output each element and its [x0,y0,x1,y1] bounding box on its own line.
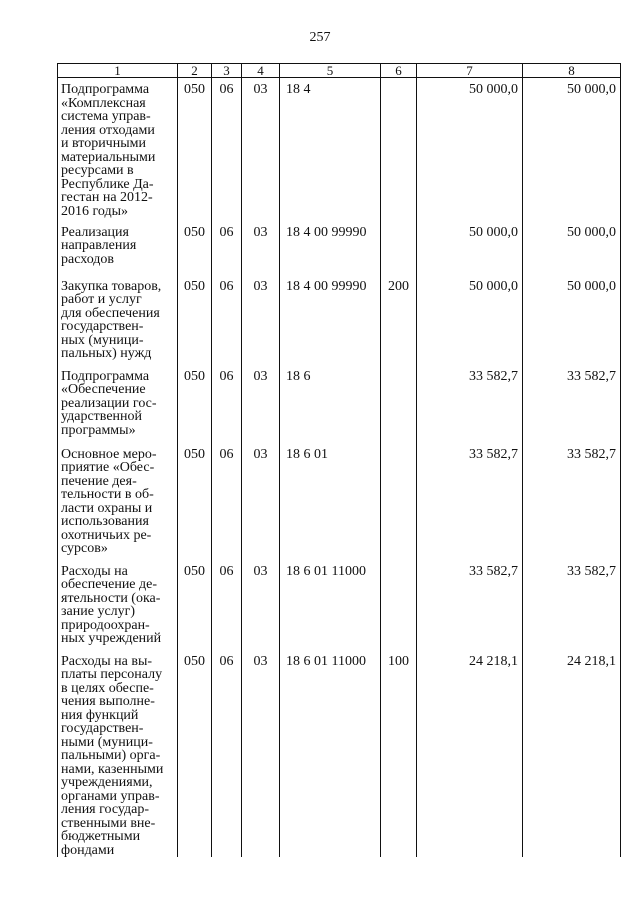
name-line: чения выполне- [61,694,155,709]
cell-amount-total: 50 000,0 [523,221,621,275]
cell-department: 050 [178,560,212,650]
name-line: приятие «Обес- [61,460,155,475]
cell-subsection: 03 [242,560,280,650]
name-line: Закупка товаров, [61,278,162,294]
cell-amount: 33 582,7 [417,365,523,443]
name-line: для обеспечения [61,305,160,321]
column-header: 3 [212,64,242,78]
cell-department: 050 [178,221,212,275]
cell-target-article: 18 6 01 11000 [280,560,381,650]
column-header: 1 [58,64,178,78]
name-line: и вторичными [61,136,146,151]
name-line: нами, казенными [61,761,164,777]
name-line: расходов [61,251,115,267]
cell-subsection: 03 [242,78,280,221]
cell-amount-total: 33 582,7 [523,560,621,650]
name-line: система управ- [61,109,151,124]
cell-amount: 50 000,0 [417,78,523,221]
cell-subsection: 03 [242,275,280,365]
cell-amount: 33 582,7 [417,443,523,560]
cell-name [58,78,178,221]
name-line: направления [61,238,137,253]
budget-table [57,63,621,857]
name-line: органами управ- [61,788,160,804]
cell-target-article: 18 4 00 99990 [280,221,381,275]
column-header: 7 [417,64,523,78]
name-line: в целях обеспе- [61,680,154,696]
table-row [58,275,621,365]
name-line: фондами [61,842,115,858]
cell-department: 050 [178,275,212,365]
name-line: ресурсами в [61,163,134,178]
name-line: пальных) нужд [61,346,152,361]
cell-amount-total: 50 000,0 [523,78,621,221]
name-line: Республике Да- [61,176,154,192]
cell-department: 050 [178,78,212,221]
cell-expense-type: 200 [381,275,417,365]
name-line: ных (муници- [61,332,144,348]
cell-expense-type [381,365,417,443]
column-header: 4 [242,64,280,78]
cell-expense-type [381,560,417,650]
name-line: учреждениями, [61,775,153,790]
name-line: ласти охраны и [61,500,153,516]
name-line: ственными вне- [61,815,156,831]
name-line: платы персоналу [61,667,163,682]
cell-department: 050 [178,443,212,560]
name-line: государствен- [61,319,144,334]
cell-expense-type: 100 [381,650,417,858]
cell-amount-total: 33 582,7 [523,365,621,443]
column-header: 8 [523,64,621,78]
cell-expense-type [381,443,417,560]
name-line: ния функций [61,707,139,723]
cell-subsection: 03 [242,443,280,560]
name-line: Реализация [61,224,129,240]
name-line: зание услуг) [61,604,136,619]
name-line: Расходы на вы- [61,653,153,669]
cell-name [58,443,178,560]
page-number: 257 [309,30,331,45]
name-line: тельности в об- [61,487,154,502]
name-line: ными (муници- [61,734,153,750]
cell-target-article: 18 4 [280,78,381,221]
cell-expense-type [381,221,417,275]
cell-section: 06 [212,221,242,275]
cell-section: 06 [212,560,242,650]
name-line: печение дея- [61,473,137,489]
name-line: государствен- [61,721,144,736]
cell-department: 050 [178,650,212,858]
name-line: Подпрограмма [61,368,150,384]
cell-target-article: 18 4 00 99990 [280,275,381,365]
name-line: Основное меро- [61,446,157,462]
name-line: «Обеспечение [61,382,146,397]
name-line: ных учреждений [61,631,162,646]
cell-section: 06 [212,275,242,365]
cell-amount-total: 50 000,0 [523,275,621,365]
table-row [58,365,621,443]
cell-subsection: 03 [242,650,280,858]
table-row [58,560,621,650]
name-line: охотничьих ре- [61,527,152,543]
name-line: ударственной [61,409,143,424]
name-line: реализации гос- [61,395,157,411]
name-line: природоохран- [61,617,150,633]
cell-amount: 24 218,1 [417,650,523,858]
name-line: сурсов» [61,541,108,556]
cell-target-article: 18 6 01 11000 [280,650,381,858]
name-line: Расходы на [61,563,128,579]
cell-target-article: 18 6 01 [280,443,381,560]
cell-amount: 50 000,0 [417,221,523,275]
name-line: ятельности (ока- [61,590,161,606]
name-line: ления отходами [61,122,155,138]
name-line: «Комплексная [61,95,146,111]
name-line: 2016 годы» [61,203,129,219]
cell-name [58,365,178,443]
column-header: 6 [381,64,417,78]
cell-name [58,275,178,365]
name-line: работ и услуг [61,292,142,307]
cell-department: 050 [178,365,212,443]
column-header: 2 [178,64,212,78]
cell-section: 06 [212,650,242,858]
cell-subsection: 03 [242,221,280,275]
cell-expense-type [381,78,417,221]
cell-section: 06 [212,78,242,221]
name-line: обеспечение де- [61,577,158,592]
cell-target-article: 18 6 [280,365,381,443]
name-line: бюджетными [61,829,141,844]
table-row [58,221,621,275]
table-row [58,78,621,221]
name-line: использования [61,514,149,529]
name-line: ления государ- [61,802,150,817]
name-line: Подпрограмма [61,82,150,97]
header-row [58,64,621,78]
name-line: пальными) орга- [61,748,161,763]
cell-amount-total: 24 218,1 [523,650,621,858]
name-line: материальными [61,149,156,165]
name-line: программы» [61,422,136,438]
column-header: 5 [280,64,381,78]
cell-amount: 50 000,0 [417,275,523,365]
cell-name [58,221,178,275]
name-line: гестан на 2012- [61,190,153,205]
cell-name [58,650,178,858]
cell-section: 06 [212,365,242,443]
cell-amount-total: 33 582,7 [523,443,621,560]
cell-subsection: 03 [242,365,280,443]
table-row [58,443,621,560]
cell-section: 06 [212,443,242,560]
cell-amount: 33 582,7 [417,560,523,650]
table-row [58,650,621,858]
cell-name [58,560,178,650]
